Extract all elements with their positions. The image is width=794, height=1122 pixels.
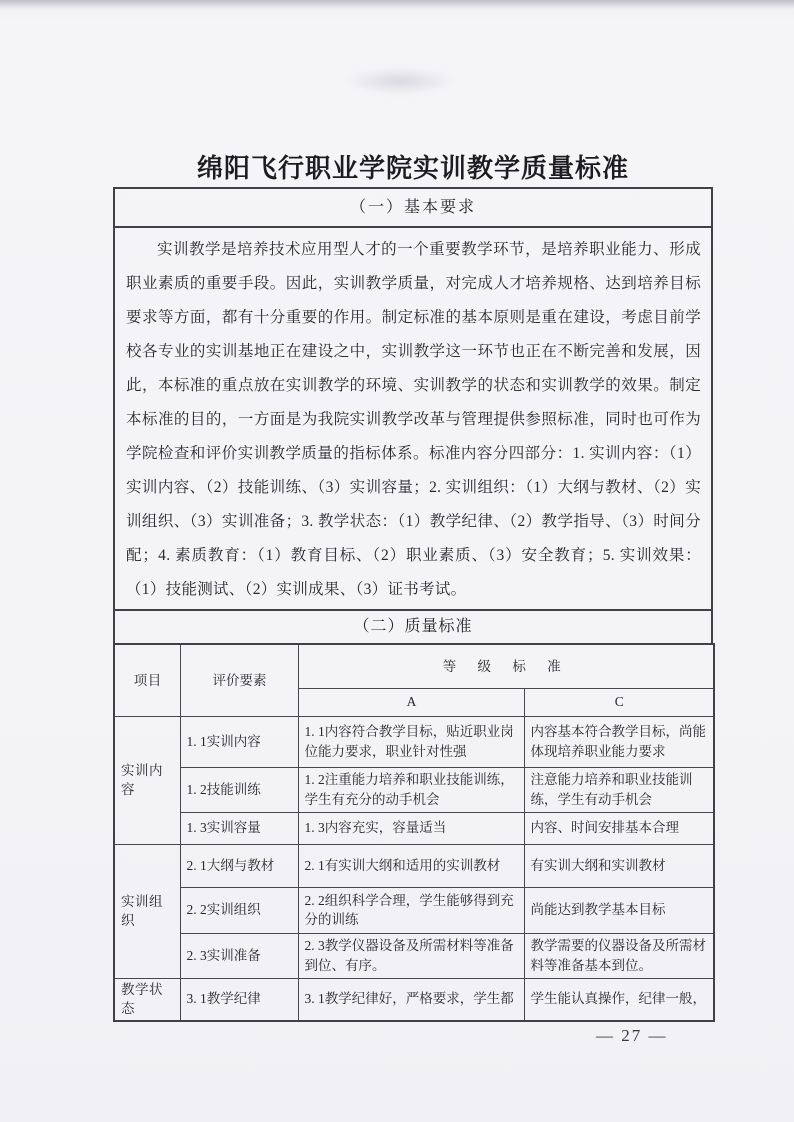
scan-top-edge (0, 0, 794, 9)
grade-c-cell: 有实训大纲和实训教材 (524, 844, 714, 887)
group-label-training-organization: 实训组织 (114, 844, 180, 978)
section-quality-standards-heading: （二）质量标准 (113, 609, 713, 643)
grade-c-cell: 内容基本符合教学目标，尚能体现培养职业能力要求 (524, 716, 714, 767)
grade-c-cell: 尚能达到教学基本目标 (524, 887, 714, 933)
factor-cell: 1. 1实训内容 (180, 716, 298, 767)
scan-smudge (345, 68, 455, 94)
factor-cell: 2. 3实训准备 (180, 933, 298, 978)
grade-a-cell: 2. 3教学仪器设备及所需材料等准备到位、有序。 (298, 933, 524, 978)
table-row (114, 716, 714, 767)
header-factor: 评价要素 (180, 644, 298, 716)
factor-cell: 3. 1教学纪律 (180, 978, 298, 1021)
factor-cell: 1. 3实训容量 (180, 812, 298, 844)
grade-a-cell: 1. 3内容充实，容量适当 (298, 812, 524, 844)
grade-a-cell: 2. 2组织科学合理，学生能够得到充分的训练 (298, 887, 524, 933)
grade-a-cell: 3. 1教学纪律好，严格要求，学生都 (298, 978, 524, 1021)
section-basic-requirements-heading: （一）基本要求 (113, 187, 713, 228)
grade-a-cell: 2. 1有实训大纲和适用的实训教材 (298, 844, 524, 887)
basic-requirements-paragraph: 实训教学是培养技术应用型人才的一个重要教学环节，是培养职业能力、形成职业素质的重要手段。因此，实训教学质量，对完成人才培养规格、达到培养目标要求等方面，都有十分重要的作用。制定标准的基本原则是重在建设，考虑目前学校各专业的实训基地正在建设之中，实训教学这一环节也正在不断完善和发展，因此，本标准的重点放在实训教学的环境、实训教学的状态和实训教学的效果。制定本标准的目的，一方面是为我院实训教学改革与管理提供参照标准，同时也可作为学院检查和评价实训教学质量的指标体系。标准内容分四部分：1. 实训内容：（1）实训内容、（2）技能训练、（3）实训容量；2. 实训组织：（1）大纲与教材、（2）实训组织、（3）实训准备；3. 教学状态：（1）教学纪律、（2）教学指导、（3）时间分配；4. 素质教育：（1）教育目标、（2）职业素质、（3）安全教育；5. 实训效果：（1）技能测试、（2）实训成果、（3）证书考试。 (113, 228, 713, 609)
header-grade-a: A (298, 688, 524, 716)
grade-c-cell: 学生能认真操作，纪律一般， (524, 978, 714, 1021)
page-title: 绵阳飞行职业学院实训教学质量标准 (196, 153, 629, 183)
table-row (114, 844, 714, 887)
grade-c-cell: 内容、时间安排基本合理 (524, 812, 714, 844)
table-header-row (114, 644, 714, 688)
factor-cell: 1. 2技能训练 (180, 767, 298, 812)
grade-a-cell: 1. 2注重能力培养和职业技能训练，学生有充分的动手机会 (298, 767, 524, 812)
page-number: — 27 — (596, 1026, 668, 1045)
standards-box (113, 187, 713, 1022)
group-label-training-content: 实训内容 (114, 716, 180, 844)
group-label-teaching-state: 教学状态 (114, 978, 180, 1021)
grade-c-cell: 注意能力培养和职业技能训练，学生有动手机会 (524, 767, 714, 812)
header-grade-c: C (524, 688, 714, 716)
factor-cell: 2. 1大纲与教材 (180, 844, 298, 887)
quality-standards-table (113, 643, 715, 1022)
table-row (114, 812, 714, 844)
table-row (114, 933, 714, 978)
table-row (114, 887, 714, 933)
header-project: 项目 (114, 644, 180, 716)
factor-cell: 2. 2实训组织 (180, 887, 298, 933)
grade-c-cell: 教学需要的仪器设备及所需材料等准备基本到位。 (524, 933, 714, 978)
table-row (114, 767, 714, 812)
header-grade-standard: 等 级 标 准 (298, 644, 714, 688)
table-row (114, 978, 714, 1021)
grade-a-cell: 1. 1内容符合教学目标，贴近职业岗位能力要求，职业针对性强 (298, 716, 524, 767)
